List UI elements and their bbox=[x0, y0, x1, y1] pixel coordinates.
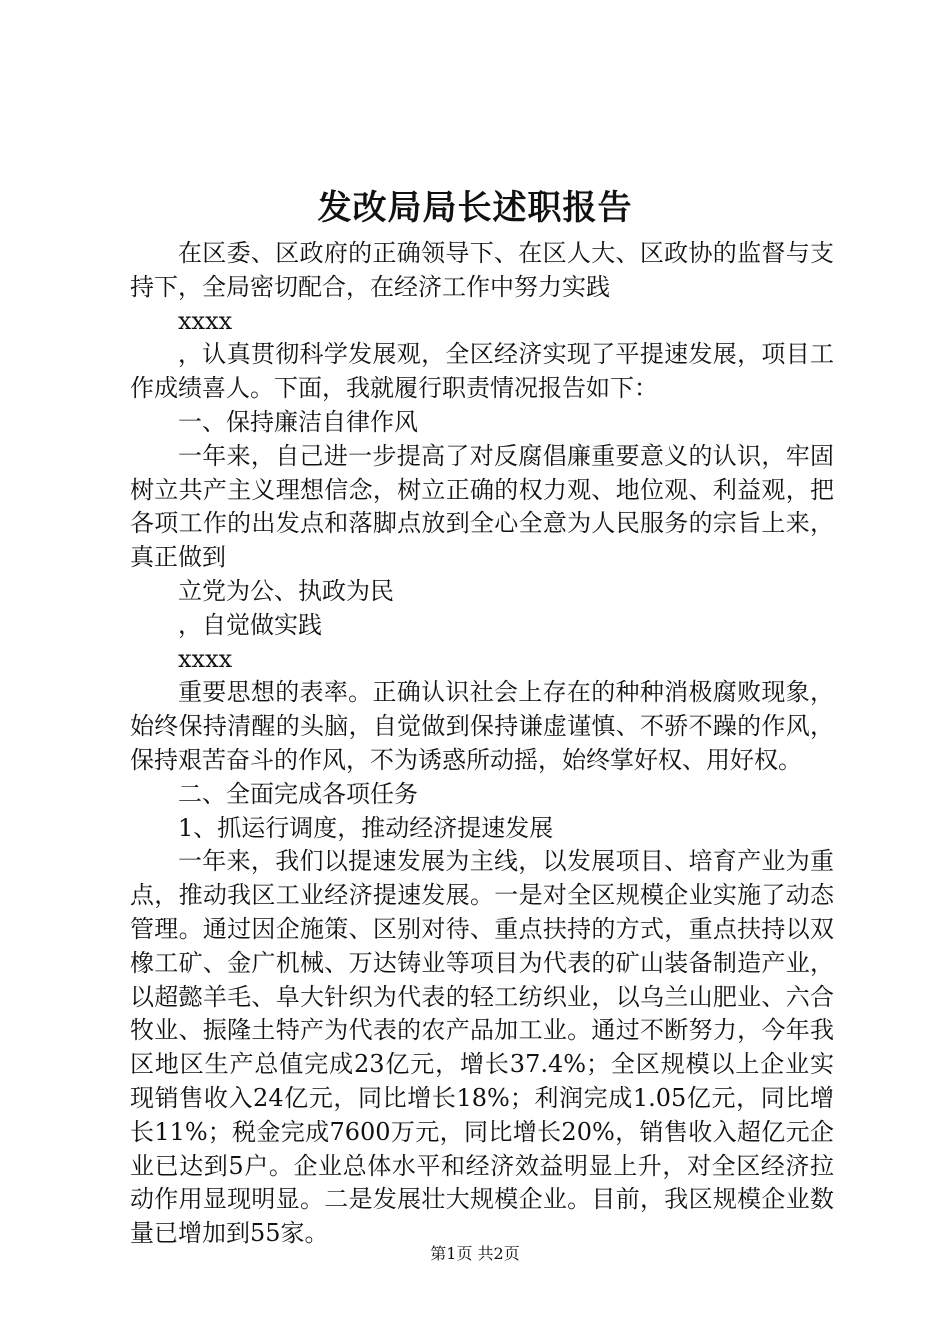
paragraph-integrity: 一年来，自己进一步提高了对反腐倡廉重要意义的认识，牢固树立共产主义理想信念，树立正确的权力观、地位观、利益观，把各项工作的出发点和落脚点放到全心全意为人民服务的宗旨上来，真正做到 bbox=[130, 441, 834, 572]
document-body bbox=[130, 237, 834, 1251]
section-heading-1: 一、保持廉洁自律作风 bbox=[178, 407, 418, 436]
document-title: 发改局局长述职报告 bbox=[317, 188, 633, 228]
paragraph-economy: 一年来，我们以提速发展为主线，以发展项目、培育产业为重点，推动我区工业经济提速发展。一是对全区规模企业实施了动态管理。通过因企施策、区别对待、重点扶持的方式，重点扶持以双橡工矿、金广机械、万达铸业等项目为代表的矿山装备制造产业，以超懿羊毛、阜大针织为代表的轻工纺织业，以乌兰山肥业、六合牧业、振隆土特产为代表的农产品加工业。通过不断努力，今年我区地区生产总值完成23亿元，增长37.4%；全区规模以上企业实现销售收入24亿元，同比增长18%；利润完成1.05亿元，同比增长11%；税金完成7600万元，同比增长20%，销售收入超亿元企业已达到5户。企业总体水平和经济效益明显上升，对全区经济拉动作用显现明显。二是发展壮大规模企业。目前，我区规模企业数量已增加到55家。 bbox=[130, 847, 834, 1248]
paragraph-practice: ，自觉做实践 bbox=[178, 610, 322, 639]
paragraph-placeholder-2: xxxx bbox=[178, 644, 233, 673]
paragraph-intro: 在区委、区政府的正确领导下、在区人大、区政协的监督与支持下，全局密切配合，在经济工作中努力实践 bbox=[130, 239, 834, 301]
paragraph-role-model: 重要思想的表率。正确认识社会上存在的种种消极腐败现象，始终保持清醒的头脑，自觉做到保持谦虚谨慎、不骄不躁的作风，保持艰苦奋斗的作风，不为诱惑所动摇，始终掌好权、用好权。 bbox=[130, 678, 834, 774]
subsection-heading-1: 1、抓运行调度，推动经济提速发展 bbox=[178, 813, 554, 842]
paragraph-intro-continued: ，认真贯彻科学发展观，全区经济实现了平提速发展，项目工作成绩喜人。下面，我就履行职责情况报告如下： bbox=[130, 340, 834, 403]
page-footer: 第1页 共2页 bbox=[430, 1244, 520, 1263]
paragraph-placeholder-1: xxxx bbox=[178, 306, 233, 335]
section-heading-2: 二、全面完成各项任务 bbox=[178, 779, 418, 808]
paragraph-motto: 立党为公、执政为民 bbox=[178, 576, 394, 605]
